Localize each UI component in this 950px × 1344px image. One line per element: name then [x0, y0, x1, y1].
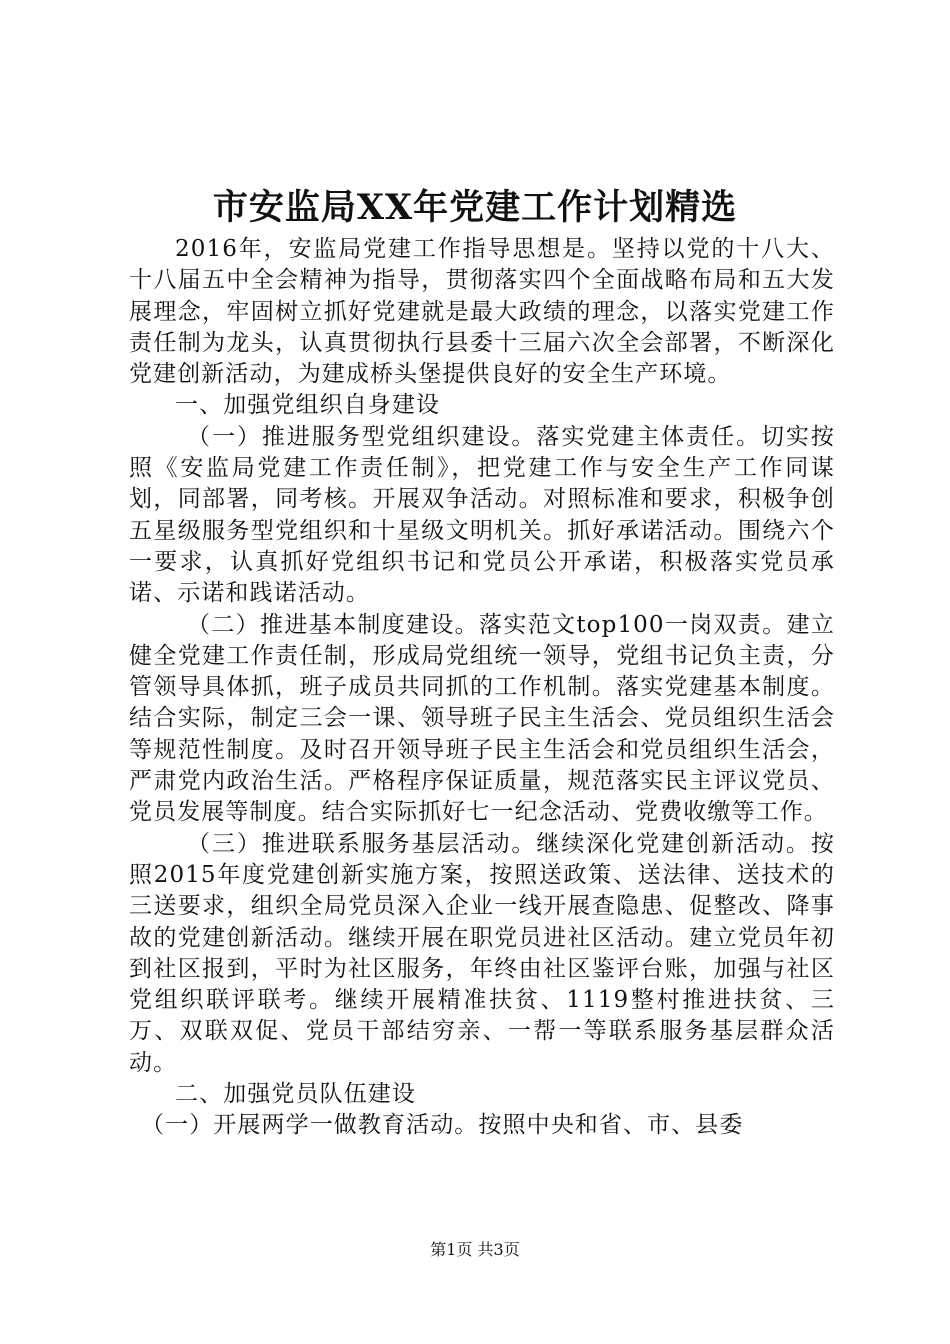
subsection-paragraph-2-1: （一）开展两学一做教育活动。按照中央和省、市、县委 — [141, 1112, 744, 1139]
page-number-footer: 第1页 共3页 — [430, 1240, 520, 1259]
intro-paragraph: 2016年，安监局党建工作指导思想是。坚持以党的十八大、十八届五中全会精神为指导，贯彻落实四个全面战略布局和五大发展理念，牢固树立抓好党建就是最大政绩的理念，以落实党建工作责任制为龙头，认真贯彻执行县委十三届六次全会部署，不断深化党建创新活动，为建成桥头堡提供良好的安全生产环境。 — [129, 236, 835, 388]
subsection-paragraph-1-1: （一）推进服务型党组织建设。落实党建主体责任。切实按照《安监局党建工作责任制》，把党建工作与安全生产工作同谋划，同部署，同考核。开展双争活动。对照标准和要求，积极争创五星级服务型党组织和十星级文明机关。抓好承诺活动。围绕六个一要求，认真抓好党组织书记和党员公开承诺，积极落实党员承诺、示诺和践诺活动。 — [129, 423, 835, 607]
subsection-paragraph-1-3: （三）推进联系服务基层活动。继续深化党建创新活动。按照2015年度党建创新实施方案，按照送政策、送法律、送技术的三送要求，组织全局党员深入企业一线开展查隐患、促整改、降事故的党建创新活动。继续开展在职党员进社区活动。建立党员年初到社区报到，平时为社区服务，年终由社区鉴评台账，加强与社区党组织联评联考。继续开展精准扶贫、1119整村推进扶贫、三万、双联双促、党员干部结穷亲、一帮一等联系服务基层群众活动。 — [129, 830, 835, 1076]
document-body — [129, 234, 835, 1142]
subsection-paragraph-1-2: （二）推进基本制度建设。落实范文top100一岗双责。建立健全党建工作责任制，形成局党组统一领导，党组书记负主责，分管领导具体抓，班子成员共同抓的工作机制。落实党建基本制度。结合实际，制定三会一课、领导班子民主生活会、党员组织生活会等规范性制度。及时召开领导班子民主生活会和党员组织生活会，严肃党内政治生活。严格程序保证质量，规范落实民主评议党员、党员发展等制度。结合实际抓好七一纪念活动、党费收缴等工作。 — [129, 611, 835, 826]
document-title: 市安监局XX年党建工作计划精选 — [212, 187, 738, 228]
section-heading-2: 二、加强党员队伍建设 — [175, 1081, 416, 1108]
section-heading-1: 一、加强党组织自身建设 — [175, 392, 441, 419]
